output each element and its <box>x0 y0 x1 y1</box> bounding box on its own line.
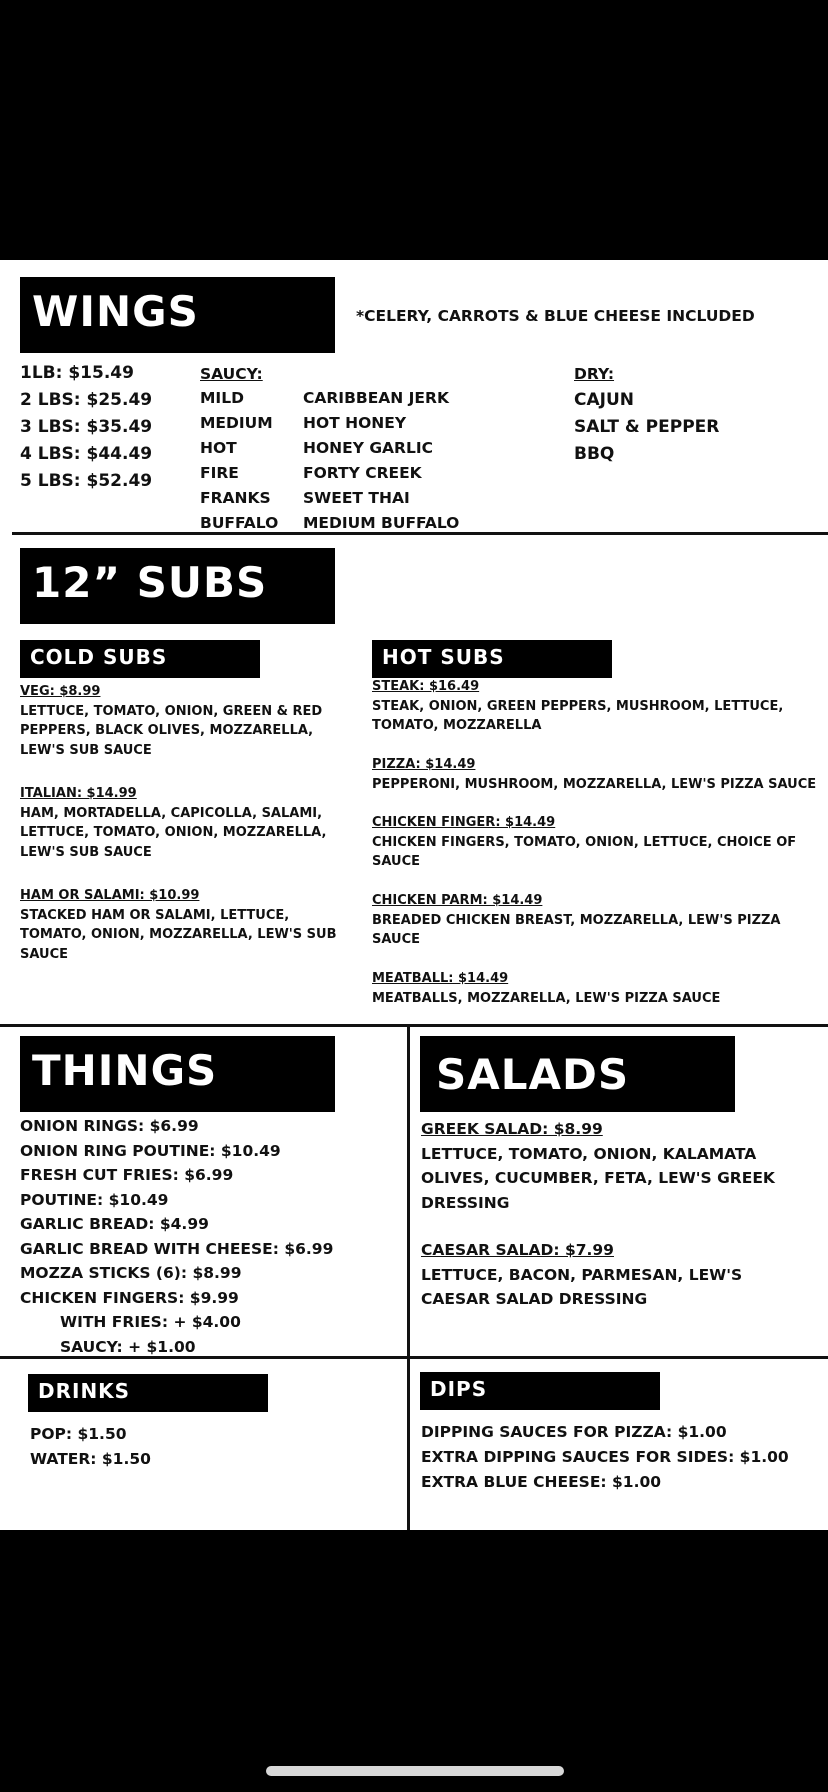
cold-sub-desc: PEPPERS, BLACK OLIVES, MOZZARELLA, <box>20 723 314 738</box>
cold-sub-name: HAM OR SALAMI: $10.99 <box>20 888 200 903</box>
cold-sub-desc: LETTUCE, TOMATO, ONION, GREEN & RED <box>20 703 323 719</box>
divider <box>0 1356 828 1359</box>
subs-header <box>20 548 335 624</box>
hot-sub-name: CHICKEN FINGER: $14.49 <box>372 815 556 830</box>
things-item: ONION RING POUTINE: $10.49 <box>20 1141 281 1160</box>
cold-sub-desc: LEW'S SUB SAUCE <box>20 742 152 758</box>
cold-sub-desc: LEW'S SUB SAUCE <box>20 844 152 860</box>
things-list <box>20 1114 333 1359</box>
hot-sub-desc: CHICKEN FINGERS, TOMATO, ONION, LETTUCE, CHOICE OF <box>372 834 797 850</box>
hot-sub-item <box>372 677 783 736</box>
cold-sub-desc: LETTUCE, TOMATO, ONION, MOZZARELLA, <box>20 825 327 840</box>
things-title: THINGS <box>32 1046 218 1095</box>
menu-sheet <box>0 260 828 1530</box>
drinks-header <box>28 1374 268 1412</box>
hot-sub-item <box>372 813 796 872</box>
dry-item: SALT & PEPPER <box>574 417 720 437</box>
vertical-divider <box>407 1024 410 1530</box>
salad-desc: LETTUCE, TOMATO, ONION, KALAMATA <box>421 1144 757 1163</box>
dips-header <box>420 1372 660 1410</box>
salad-item <box>421 1238 742 1312</box>
wings-title: WINGS <box>32 287 199 336</box>
dips-title: DIPS <box>430 1377 488 1401</box>
saucy-column-2 <box>303 386 459 535</box>
things-item: ONION RINGS: $6.99 <box>20 1117 199 1135</box>
things-item: GARLIC BREAD WITH CHEESE: $6.99 <box>20 1239 334 1258</box>
things-item: POUTINE: $10.49 <box>20 1190 169 1209</box>
cold-sub-desc: HAM, MORTADELLA, CAPICOLLA, SALAMI, <box>20 805 323 821</box>
dip-item: EXTRA DIPPING SAUCES FOR SIDES: $1.00 <box>421 1448 789 1466</box>
dips-list <box>421 1420 789 1495</box>
cold-sub-desc: TOMATO, ONION, MOZZARELLA, LEW'S SUB <box>20 927 337 942</box>
cold-sub-name: ITALIAN: $14.99 <box>20 786 137 801</box>
cold-sub-item <box>20 886 337 964</box>
salad-name: GREEK SALAD: $8.99 <box>421 1120 603 1138</box>
things-item: GARLIC BREAD: $4.99 <box>20 1215 209 1233</box>
sauce-item: FRANKS <box>200 489 271 507</box>
wings-price: 2 LBS: $25.49 <box>20 390 153 410</box>
divider <box>12 532 828 535</box>
sauce-item: HONEY GARLIC <box>303 439 434 457</box>
drinks-list <box>30 1422 151 1472</box>
cold-sub-item <box>20 682 322 760</box>
things-addon: WITH FRIES: + $4.00 <box>60 1313 241 1331</box>
sauce-item: MEDIUM BUFFALO <box>303 514 460 532</box>
cold-sub-item <box>20 784 326 862</box>
cold-subs-title: COLD SUBS <box>30 645 168 669</box>
sauce-item: FORTY CREEK <box>303 464 422 482</box>
salads-title: SALADS <box>436 1050 630 1099</box>
wings-price: 5 LBS: $52.49 <box>20 471 153 491</box>
things-addon: SAUCY: + $1.00 <box>60 1337 196 1356</box>
wings-prices <box>20 361 152 494</box>
wings-note: *CELERY, CARROTS & BLUE CHEESE INCLUDED <box>356 307 755 325</box>
drink-item: WATER: $1.50 <box>30 1450 151 1468</box>
sauce-item: MILD <box>200 389 244 407</box>
hot-sub-desc: STEAK, ONION, GREEN PEPPERS, MUSHROOM, LETTUCE, <box>372 698 784 714</box>
hot-subs-title: HOT SUBS <box>382 645 505 669</box>
wings-price: 4 LBS: $44.49 <box>20 444 153 464</box>
salad-desc: LETTUCE, BACON, PARMESAN, LEW'S <box>421 1265 743 1284</box>
dip-item: EXTRA BLUE CHEESE: $1.00 <box>421 1473 662 1491</box>
things-item: CHICKEN FINGERS: $9.99 <box>20 1288 239 1307</box>
salad-item <box>421 1117 775 1215</box>
sauce-item: MEDIUM <box>200 414 273 432</box>
cold-subs-header <box>20 640 260 678</box>
wings-price: 1LB: $15.49 <box>20 363 134 383</box>
hot-sub-item <box>372 969 720 1008</box>
hot-sub-name: MEATBALL: $14.49 <box>372 971 509 986</box>
divider <box>0 1024 828 1027</box>
subs-title: 12” SUBS <box>32 558 268 607</box>
saucy-label: SAUCY: <box>200 365 263 383</box>
salad-desc: CAESAR SALAD DRESSING <box>421 1290 648 1308</box>
wings-header <box>20 277 335 353</box>
salad-name: CAESAR SALAD: $7.99 <box>421 1241 614 1259</box>
sauce-item: BUFFALO <box>200 514 279 532</box>
hot-sub-name: PIZZA: $14.49 <box>372 757 476 772</box>
hot-sub-desc: SAUCE <box>372 932 421 947</box>
salads-header <box>420 1036 735 1112</box>
salad-desc: OLIVES, CUCUMBER, FETA, LEW'S GREEK <box>421 1169 775 1187</box>
salad-desc: DRESSING <box>421 1193 510 1212</box>
cold-sub-name: VEG: $8.99 <box>20 684 101 699</box>
dry-label: DRY: <box>574 365 615 383</box>
things-item: MOZZA STICKS (6): $8.99 <box>20 1264 242 1282</box>
cold-sub-desc: STACKED HAM OR SALAMI, LETTUCE, <box>20 907 290 923</box>
home-indicator[interactable] <box>266 1766 564 1776</box>
hot-sub-desc: PEPPERONI, MUSHROOM, MOZZARELLA, LEW'S PIZZA SAUCE <box>372 776 817 792</box>
hot-sub-name: STEAK: $16.49 <box>372 679 480 694</box>
hot-sub-desc: BREADED CHICKEN BREAST, MOZZARELLA, LEW'S PIZZA <box>372 912 781 928</box>
drinks-title: DRINKS <box>38 1379 131 1403</box>
hot-sub-desc: MEATBALLS, MOZZARELLA, LEW'S PIZZA SAUCE <box>372 990 721 1006</box>
dry-item: CAJUN <box>574 390 634 410</box>
drink-item: POP: $1.50 <box>30 1425 127 1443</box>
hot-subs-header <box>372 640 612 678</box>
wings-price: 3 LBS: $35.49 <box>20 417 153 437</box>
sauce-item: CARIBBEAN JERK <box>303 389 449 407</box>
hot-sub-item <box>372 891 780 950</box>
saucy-column-1 <box>200 386 278 535</box>
things-header <box>20 1036 335 1112</box>
dry-item: BBQ <box>574 444 615 464</box>
sauce-item: HOT <box>200 439 237 457</box>
cold-sub-desc: SAUCE <box>20 946 69 962</box>
hot-sub-desc: TOMATO, MOZZARELLA <box>372 718 542 733</box>
hot-sub-desc: SAUCE <box>372 854 421 869</box>
sauce-item: SWEET THAI <box>303 489 410 507</box>
things-item: FRESH CUT FRIES: $6.99 <box>20 1166 234 1184</box>
dry-list <box>574 388 719 467</box>
dip-item: DIPPING SAUCES FOR PIZZA: $1.00 <box>421 1423 727 1441</box>
sauce-item: HOT HONEY <box>303 414 407 432</box>
sauce-item: FIRE <box>200 464 239 482</box>
hot-sub-name: CHICKEN PARM: $14.49 <box>372 893 543 908</box>
hot-sub-item <box>372 755 816 794</box>
